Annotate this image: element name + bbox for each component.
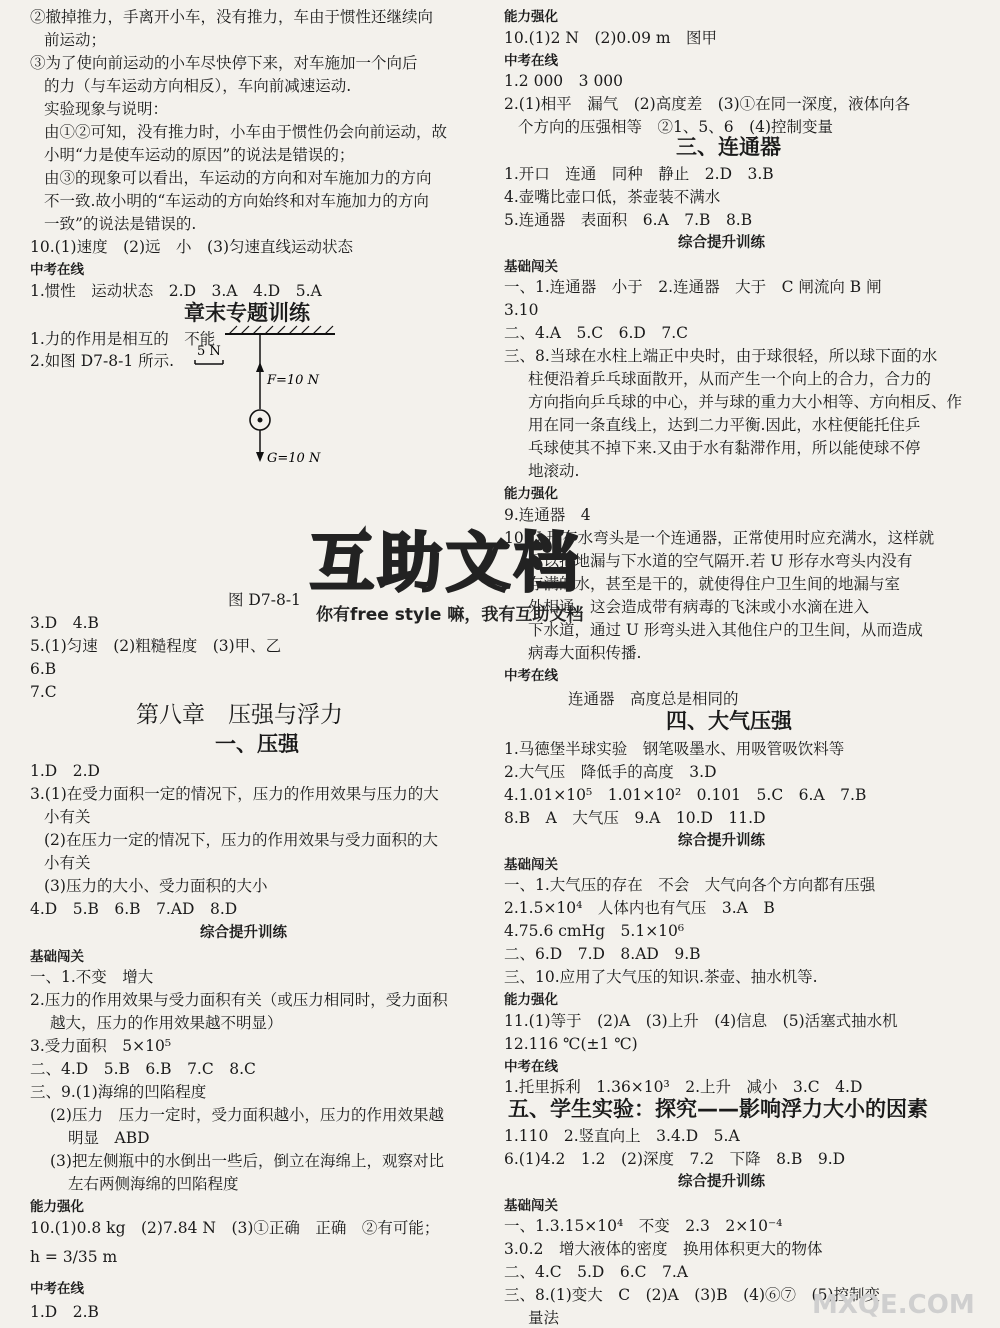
watermark-site: MXQE.COM <box>812 1290 975 1320</box>
answer-line: 病毒大面积传播. <box>528 644 642 662</box>
answer-line: 用在同一条直线上，达到二力平衡.因此，水柱便能托住乒 <box>528 416 921 434</box>
answer-line: 1.2 000 3 000 <box>504 72 624 90</box>
answer-line: 3.(1)在受力面积一定的情况下，压力的作用效果与压力的大 <box>30 785 439 803</box>
answer-line: ②撤掉推力，手离开小车，没有推力，车由于惯性还继续向 <box>30 8 434 26</box>
heading: 五、学生实验：探究——影响浮力大小的因素 <box>508 1097 928 1121</box>
answer-line: 二、4.D 5.B 6.B 7.C 8.C <box>30 1060 256 1078</box>
answer-line: 4.壶嘴比壶口低，茶壶装不满水 <box>504 188 721 206</box>
answer-line: 5.连通器 表面积 6.A 7.B 8.B <box>504 211 753 229</box>
answer-line: 4.75.6 cmHg 5.1×10⁶ <box>504 922 685 940</box>
answer-line: 1.马德堡半球实验 钢笔吸墨水、用吸管吸饮料等 <box>504 740 845 758</box>
answer-line: 越大，压力的作用效果越不明显） <box>50 1014 283 1032</box>
answer-line: 10.(1)0.8 kg (2)7.84 N (3)①正确 正确 ②有可能； <box>30 1219 440 1237</box>
answer-line: 乓球使其不掉下来.又由于水有黏滞作用，所以能使球不停 <box>528 439 921 457</box>
heading: 一、压强 <box>215 732 299 756</box>
section-label: 基础闯关 <box>504 259 558 275</box>
answer-line: 实验现象与说明： <box>44 100 169 118</box>
answer-line: 一致”的说法是错误的. <box>44 215 197 233</box>
section-label: 中考在线 <box>504 668 558 684</box>
answer-line: 前运动； <box>44 31 107 49</box>
heading: 综合提升训练 <box>678 833 765 849</box>
answer-line: 10.(1)2 N (2)0.09 m 图甲 <box>504 29 718 47</box>
answer-line: 个方向的压强相等 ②1、5、6 (4)控制变量 <box>518 118 834 136</box>
answer-line: 量法 <box>528 1309 560 1327</box>
answer-line: 1.开口 连通 同种 静止 2.D 3.B <box>504 165 774 183</box>
answer-line: 3.0.2 增大液体的密度 换用体积更大的物体 <box>504 1240 823 1258</box>
answer-line: ③为了使向前运动的小车尽快停下来，对车施加一个向后 <box>30 54 418 72</box>
watermark-slogan: 你有free style 嘛，我有互助文档 <box>316 605 584 625</box>
heading: 综合提升训练 <box>678 1174 765 1190</box>
heading: 综合提升训练 <box>200 925 287 941</box>
heading: 三、连通器 <box>676 135 781 159</box>
answer-line: 可以把地漏与下水道的空气隔开.若 U 形存水弯头内没有 <box>528 552 913 570</box>
answer-line: 一、1.连通器 小于 2.连通器 大于 C 闸流向 B 闸 <box>504 278 882 296</box>
answer-line: 外相通，这会造成带有病毒的飞沫或小水滴在进入 <box>528 598 870 616</box>
answer-line: 方向指向乒乓球的中心，并与球的重力大小相等、方向相反、作 <box>528 393 963 411</box>
answer-line: 二、6.D 7.D 8.AD 9.B <box>504 945 701 963</box>
answer-line: 由③的现象可以看出，车运动的方向和对车施加力的方向 <box>44 169 432 187</box>
answer-line: 10.U 形存水弯头是一个连通器，正常使用时应充满水，这样就 <box>504 529 935 547</box>
section-label: 能力强化 <box>30 1199 84 1215</box>
section-label: 能力强化 <box>504 486 558 502</box>
section-label: 中考在线 <box>30 1281 84 1297</box>
answer-line: 小有关 <box>44 854 91 872</box>
answer-line: 左右两侧海绵的凹陷程度 <box>68 1175 239 1193</box>
section-label: 中考在线 <box>504 1059 558 1075</box>
answer-line: 7.C <box>30 683 57 701</box>
answer-line: 6.(1)4.2 1.2 (2)深度 7.2 下降 8.B 9.D <box>504 1150 846 1168</box>
answer-line: 一、1.3.15×10⁴ 不变 2.3 2×10⁻⁴ <box>504 1217 783 1235</box>
answer-line: 三、8.当球在水柱上端正中央时，由于球很轻，所以球下面的水 <box>504 347 938 365</box>
section-label: 基础闯关 <box>30 949 84 965</box>
watermark-logo: 互助文档 <box>310 527 582 601</box>
answer-line: 小有关 <box>44 808 91 826</box>
answer-line: 下水道，通过 U 形弯头进入其他住户的卫生间，从而造成 <box>528 621 923 639</box>
answer-line: (2)在压力一定的情况下，压力的作用效果与受力面积的大 <box>44 831 438 849</box>
answer-line: 5.(1)匀速 (2)粗糙程度 (3)甲、乙 <box>30 637 282 655</box>
answer-line: 二、4.C 5.D 6.C 7.A <box>504 1263 688 1281</box>
answer-line: 3.10 <box>504 301 539 319</box>
answer-line: 明显 ABD <box>68 1129 150 1147</box>
force-diagram <box>185 322 335 472</box>
force-f-label: F=10 N <box>267 373 319 388</box>
answer-line: 一、1.不变 增大 <box>30 968 154 986</box>
answer-line: (2)压力 压力一定时，受力面积越小，压力的作用效果越 <box>50 1106 444 1124</box>
answer-line: 连通器 高度总是相同的 <box>568 690 739 708</box>
answer-line: 图 D7-8-1 <box>228 591 301 609</box>
answer-line: 不一致.故小明的“车运动的方向始终和对车施加力的方向 <box>44 192 429 210</box>
answer-line: 2.1.5×10⁴ 人体内也有气压 3.A B <box>504 899 775 917</box>
answer-line: h = 3/35 m <box>30 1248 118 1266</box>
answer-line: 1.110 2.竖直向上 3.4.D 5.A <box>504 1127 740 1145</box>
answer-line: (3)把左侧瓶中的水倒出一些后，倒立在海绵上，观察对比 <box>50 1152 444 1170</box>
answer-line: 1.托里拆利 1.36×10³ 2.上升 减小 3.C 4.D <box>504 1078 863 1096</box>
answer-line: 2.压力的作用效果与受力面积有关（或压力相同时，受力面积 <box>30 991 448 1009</box>
section-label: 中考在线 <box>504 53 558 69</box>
heading: 综合提升训练 <box>678 235 765 251</box>
section-label: 中考在线 <box>30 262 84 278</box>
answer-line: 2.大气压 降低手的高度 3.D <box>504 763 717 781</box>
answer-line: 三、8.(1)变大 C (2)A (3)B (4)⑥⑦ (5)控制变 <box>504 1286 881 1304</box>
answer-line: 3.受力面积 5×10⁵ <box>30 1037 172 1055</box>
answer-line: 3.D 4.B <box>30 614 99 632</box>
heading: 第八章 压强与浮力 <box>136 702 343 728</box>
answer-line: 三、9.(1)海绵的凹陷程度 <box>30 1083 207 1101</box>
answer-line: 9.连通器 4 <box>504 506 591 524</box>
answer-line: 10.(1)速度 (2)远 小 (3)匀速直线运动状态 <box>30 238 354 256</box>
answer-line: 2.如图 D7-8-1 所示. <box>30 352 175 370</box>
answer-line: (3)压力的大小、受力面积的大小 <box>44 877 268 895</box>
force-g-label: G=10 N <box>267 451 321 466</box>
answer-line: 11.(1)等于 (2)A (3)上升 (4)信息 (5)活塞式抽水机 <box>504 1012 898 1030</box>
answer-line: 由①②可知，没有推力时，小车由于惯性仍会向前运动，故 <box>44 123 448 141</box>
answer-line: 二、4.A 5.C 6.D 7.C <box>504 324 688 342</box>
answer-line: 2.(1)相平 漏气 (2)高度差 (3)①在同一深度，液体向各 <box>504 95 911 113</box>
answer-line: 一、1.大气压的存在 不会 大气向各个方向都有压强 <box>504 876 876 894</box>
answer-line: 地滚动. <box>528 462 580 480</box>
answer-line: 12.116 ℃(±1 ℃) <box>504 1035 638 1053</box>
answer-line: 1.惯性 运动状态 2.D 3.A 4.D 5.A <box>30 282 322 300</box>
scale-label: 5 N <box>197 344 221 359</box>
answer-line: 三、10.应用了大气压的知识.茶壶、抽水机等. <box>504 968 818 986</box>
heading: 四、大气压强 <box>666 709 792 733</box>
section-label: 基础闯关 <box>504 857 558 873</box>
answer-line: 4.D 5.B 6.B 7.AD 8.D <box>30 900 238 918</box>
answer-line: 的力（与车运动方向相反），车向前减速运动. <box>44 77 352 95</box>
section-label: 基础闯关 <box>504 1198 558 1214</box>
answer-line: 4.1.01×10⁵ 1.01×10² 0.101 5.C 6.A 7.B <box>504 786 867 804</box>
answer-line: 6.B <box>30 660 57 678</box>
answer-line: 1.D 2.D <box>30 762 100 780</box>
answer-line: 1.力的作用是相互的 不能 <box>30 330 216 348</box>
section-label: 能力强化 <box>504 9 558 25</box>
answer-line: 存满的水，甚至是干的，就使得住户卫生间的地漏与室 <box>528 575 901 593</box>
heading: 章末专题训练 <box>184 301 310 325</box>
answer-line: 8.B A 大气压 9.A 10.D 11.D <box>504 809 766 827</box>
answer-line: 1.D 2.B <box>30 1303 99 1321</box>
section-label: 能力强化 <box>504 992 558 1008</box>
answer-line: 柱便沿着乒乓球面散开，从而产生一个向上的合力，合力的 <box>528 370 932 388</box>
answer-line: 小明“力是使车运动的原因”的说法是错误的； <box>44 146 355 164</box>
